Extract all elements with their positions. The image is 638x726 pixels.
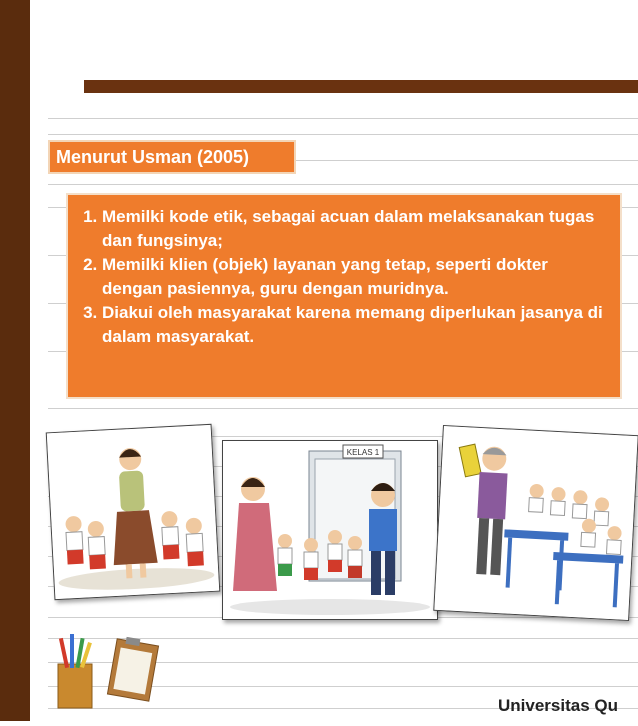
top-accent-bar [84, 80, 638, 93]
points-list [78, 205, 612, 349]
points-box [66, 193, 622, 399]
section-heading: Menurut Usman (2005) [48, 140, 296, 174]
ruled-line [48, 134, 638, 135]
class-sign-label: KELAS 1 [346, 448, 380, 457]
ruled-line [48, 184, 638, 185]
ruled-line [48, 118, 638, 119]
ruled-line [48, 408, 638, 409]
point-item: 1. Memilki kode etik, sebagai acuan dalam melaksanakan tugas dan fungsinya; [102, 205, 612, 253]
left-brown-band [0, 0, 30, 721]
university-footer-label: Universitas Qu [498, 696, 618, 715]
teacher-classroom-illustration [433, 425, 638, 621]
pencil-cup-clipboard-icon [50, 628, 170, 721]
point-item: 2. Memilki klien (objek) layanan yang tetap, seperti dokter dengan pasiennya, guru dengan muridnya. [102, 253, 612, 301]
point-item: 3. Diakui oleh masyarakat karena memang diperlukan jasanya di dalam masyarakat. [102, 301, 612, 349]
teacher-students-illustration [46, 424, 221, 600]
classroom-door-illustration [222, 440, 438, 620]
